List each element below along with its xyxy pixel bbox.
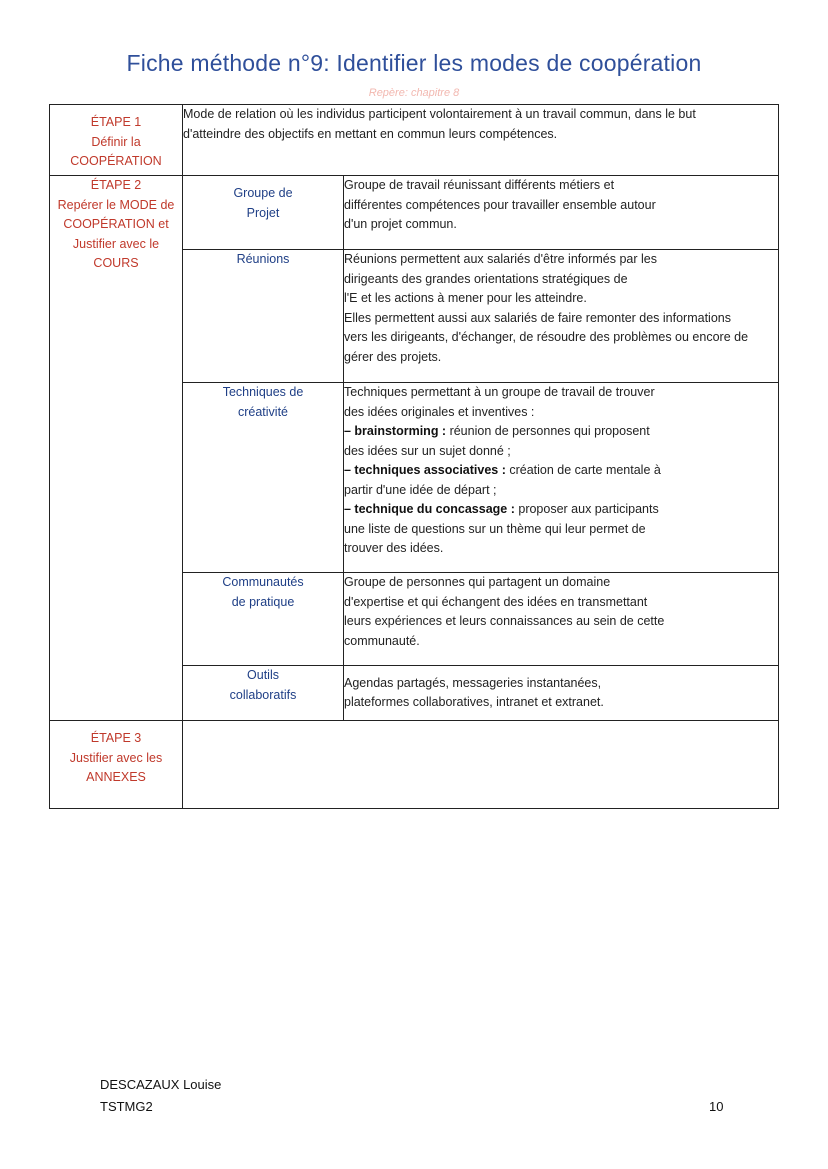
technique-term: – technique du concassage :: [344, 502, 515, 516]
step2-label-line: COURS: [93, 256, 139, 270]
technique-associatives: [344, 461, 778, 481]
technique-concassage: [344, 500, 778, 520]
method-table: [49, 104, 779, 809]
mode-name-line: collaboratifs: [229, 687, 297, 702]
step3-label-line: Justifier avec les: [69, 750, 163, 765]
step2-label-line: COOPÉRATION et: [63, 217, 169, 231]
mode-desc-line: dirigeants des grandes orientations stratégiques de: [344, 271, 628, 286]
mode-name-line: Techniques de: [222, 385, 304, 399]
table-row-step1: [50, 105, 779, 176]
technique-text: proposer aux participants: [514, 502, 659, 516]
mode-name-groupe-projet: [183, 176, 344, 250]
mode-desc-line: vers les dirigeants, d'échanger, de résoudre des problèmes ou encore de: [344, 330, 749, 344]
mode-name-line: de pratique: [231, 594, 295, 609]
mode-name-line: Outils: [247, 668, 279, 682]
step1-label-line: COOPÉRATION: [70, 154, 162, 168]
footer-author: DESCAZAUX Louise: [100, 1077, 222, 1092]
technique-text: réunion de personnes qui proposent: [446, 424, 650, 438]
step1-label-line: Définir la: [91, 134, 141, 149]
definition-line: d'atteindre des objectifs en mettant en commun leurs compétences.: [183, 126, 558, 141]
mode-name-creativite: [183, 383, 344, 573]
step1-label-line: ÉTAPE 1: [90, 115, 142, 129]
step2-label: [50, 176, 183, 721]
mode-name-reunions: [183, 250, 344, 383]
step3-label-line: ANNEXES: [86, 770, 146, 784]
mode-desc-line: Agendas partagés, messageries instantanées,: [344, 675, 602, 690]
mode-desc-line: d'un projet commun.: [344, 217, 457, 231]
mode-desc-line: communauté.: [344, 633, 420, 648]
step2-label-line: Justifier avec le: [72, 236, 160, 251]
mode-name-line: Réunions: [236, 252, 290, 266]
mode-name-line: créativité: [237, 404, 289, 419]
step2-label-line: Repérer le MODE de: [57, 197, 175, 212]
definition-line: Mode de relation où les individus participent volontairement à un travail commun, dans le but: [183, 107, 696, 121]
page-subtitle: Repère: chapitre 8: [368, 87, 460, 99]
page-number: 10: [709, 1099, 724, 1114]
mode-desc-communautes: [344, 573, 779, 666]
mode-desc-line: gérer des projets.: [344, 349, 442, 364]
mode-desc-reunions: [344, 250, 779, 383]
mode-name-outils: [183, 666, 344, 721]
step3-label-line: ÉTAPE 3: [90, 731, 142, 745]
table-row-mode-groupe-projet: [50, 176, 779, 250]
step2-label-line: ÉTAPE 2: [90, 178, 142, 192]
mode-desc-line: leurs expériences et leurs connaissances au sein de cette: [344, 614, 665, 628]
mode-desc-line: d'expertise et qui échangent des idées en transmettant: [344, 594, 648, 609]
mode-desc-line: partir d'une idée de départ ;: [344, 482, 497, 497]
mode-name-line: Communautés: [222, 575, 304, 589]
technique-brainstorming: [344, 422, 778, 442]
step3-label: [50, 721, 183, 809]
mode-desc-line: l'E et les actions à mener pour les atteindre.: [344, 291, 587, 305]
mode-desc-line: Elles permettent aussi aux salariés de faire remonter des informations: [344, 310, 731, 325]
step3-content: [183, 721, 779, 809]
mode-name-line: Groupe de: [233, 186, 293, 200]
mode-desc-line: trouver des idées.: [344, 541, 444, 555]
cooperation-definition: [183, 105, 779, 176]
mode-desc-line: Groupe de travail réunissant différents métiers et: [344, 178, 615, 192]
mode-desc-line: Réunions permettent aux salariés d'être informés par les: [344, 252, 657, 266]
mode-desc-groupe-projet: [344, 176, 779, 250]
mode-desc-outils: [344, 666, 779, 721]
footer-class: TSTMG2: [100, 1099, 153, 1114]
technique-term: – techniques associatives :: [344, 463, 506, 477]
mode-desc-line: plateformes collaboratives, intranet et extranet.: [344, 695, 604, 709]
step1-label: [50, 105, 183, 176]
mode-desc-line: Techniques permettant à un groupe de travail de trouver: [344, 385, 655, 399]
mode-desc-line: une liste de questions sur un thème qui leur permet de: [344, 521, 646, 536]
mode-desc-line: différentes compétences pour travailler ensemble autour: [344, 197, 656, 212]
mode-desc-line: des idées originales et inventives :: [344, 404, 535, 419]
mode-desc-line: Groupe de personnes qui partagent un domaine: [344, 575, 611, 589]
table-row-step3: [50, 721, 779, 809]
mode-desc-line: des idées sur un sujet donné ;: [344, 443, 511, 458]
mode-name-communautes: [183, 573, 344, 666]
technique-text: création de carte mentale à: [505, 463, 661, 477]
mode-name-line: Projet: [246, 205, 280, 220]
page-title: Fiche méthode n°9: Identifier les modes de coopération: [126, 50, 702, 76]
mode-desc-creativite: [344, 383, 779, 573]
technique-term: – brainstorming :: [344, 424, 447, 438]
